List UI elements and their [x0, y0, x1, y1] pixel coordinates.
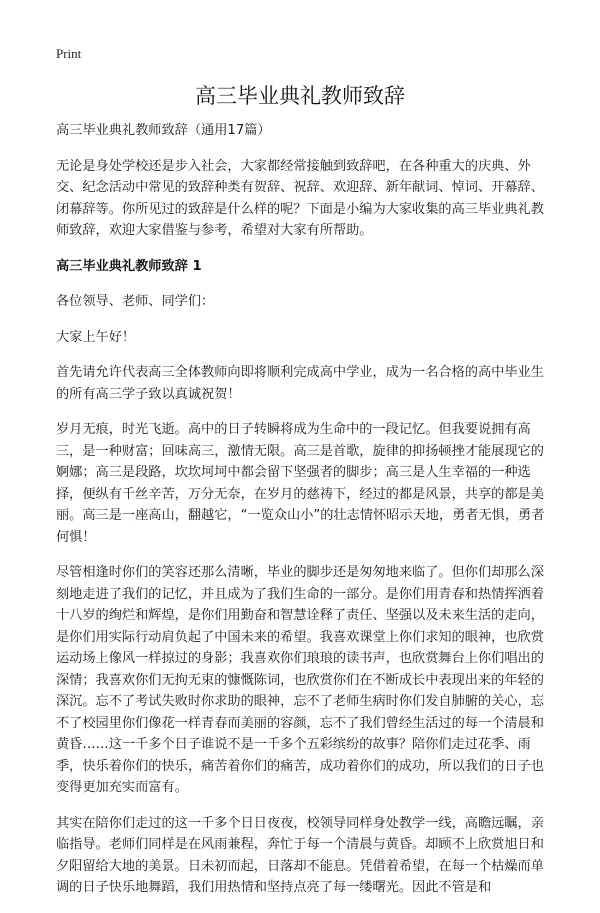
greeting-paragraph: 各位领导、老师、同学们：	[56, 294, 215, 309]
article-body	[56, 120, 546, 913]
body-paragraph-4: 其实在陪你们走过的这一千多个日日夜夜，校领导同样身处教学一线，高瞻远瞩，亲临指导。老师们同样是在风雨兼程，奔忙于每一个清晨与黄昏。却顾不上欣赏旭日和夕阳留给大地的美景。日未初而起，日落却不能息。凭借着希望，在每一个枯燥而单调的日子快乐地舞蹈，我们用热情和坚持点亮了每一缕曙光。因此不管是和	[56, 815, 544, 895]
body-paragraph-1: 首先请允许代表高三全体教师向即将顺利完成高中学业，成为一名合格的高中毕业生的所有高三学子致以真诚祝贺！	[56, 365, 544, 402]
page-title: 高三毕业典礼教师致辞	[195, 84, 405, 108]
hello-paragraph: 大家上午好！	[56, 329, 136, 345]
intro-paragraph: 无论是身处学校还是步入社会，大家都经常接触到致辞吧，在各种重大的庆典、外交、纪念活动中常见的致辞种类有贺辞、祝辞、欢迎辞、新年献词、悼词、开幕辞、闭幕辞等。你所见过的致辞是什么样的呢？下面是小编为大家收集的高三毕业典礼教师致辞，欢迎大家借鉴与参考，希望对大家有所帮助。	[56, 158, 544, 238]
article-subtitle: 高三毕业典礼教师致辞（通用17篇）	[56, 123, 271, 138]
body-paragraph-3: 尽管相逢时你们的笑容还那么清晰，毕业的脚步还是匆匆地来临了。但你们却那么深刻地走进了我们的记忆，并且成为了我们生命的一部分。是你们用青春和热情挥洒着十八岁的绚烂和辉煌，是你们用勤奋和智慧诠释了责任、坚强以及未来生活的走向，是你们用实际行动肩负起了中国未来的希望。我喜欢课堂上你们求知的眼神，也欣赏运动场上像风一样掠过的身影；我喜欢你们琅琅的读书声，也欣赏舞台上你们唱出的深情；我喜欢你们无拘无束的慷慨陈词，也欣赏你们在不断成长中表现出来的年轻的深沉。忘不了考试失败时你求助的眼神，忘不了老师生病时你们发自肺腑的关心，忘不了校园里你们像花一样青春而美丽的容颜，忘不了我们曾经生活过的每一个清晨和黄昏……这一千多个日子谁说不是一千多个五彩缤纷的故事？陪你们走过花季、雨季，快乐着你们的快乐，痛苦着你们的痛苦，成功着你们的成功，所以我们的日子也变得更加充实而富有。	[56, 565, 544, 795]
body-paragraph-2: 岁月无痕，时光飞逝。高中的日子转瞬将成为生命中的一段记忆。但我要说拥有高三，是一种财富；回味高三，激情无限。高三是首歌，旋律的抑扬顿挫才能展现它的婀娜；高三是段路，坎坎坷坷中都会留下坚强者的脚步；高三是人生幸福的一种选择，便纵有千丝辛苦，万分无奈，在岁月的慈祷下，经过的都是风景，共享的都是美丽。高三是一座高山，翻越它，“一览众山小”的壮志情怀昭示天地，勇者无惧，勇者何惧！	[56, 422, 545, 545]
section-heading: 高三毕业典礼教师致辞 1	[56, 258, 202, 274]
print-link[interactable]: Print	[56, 46, 82, 61]
